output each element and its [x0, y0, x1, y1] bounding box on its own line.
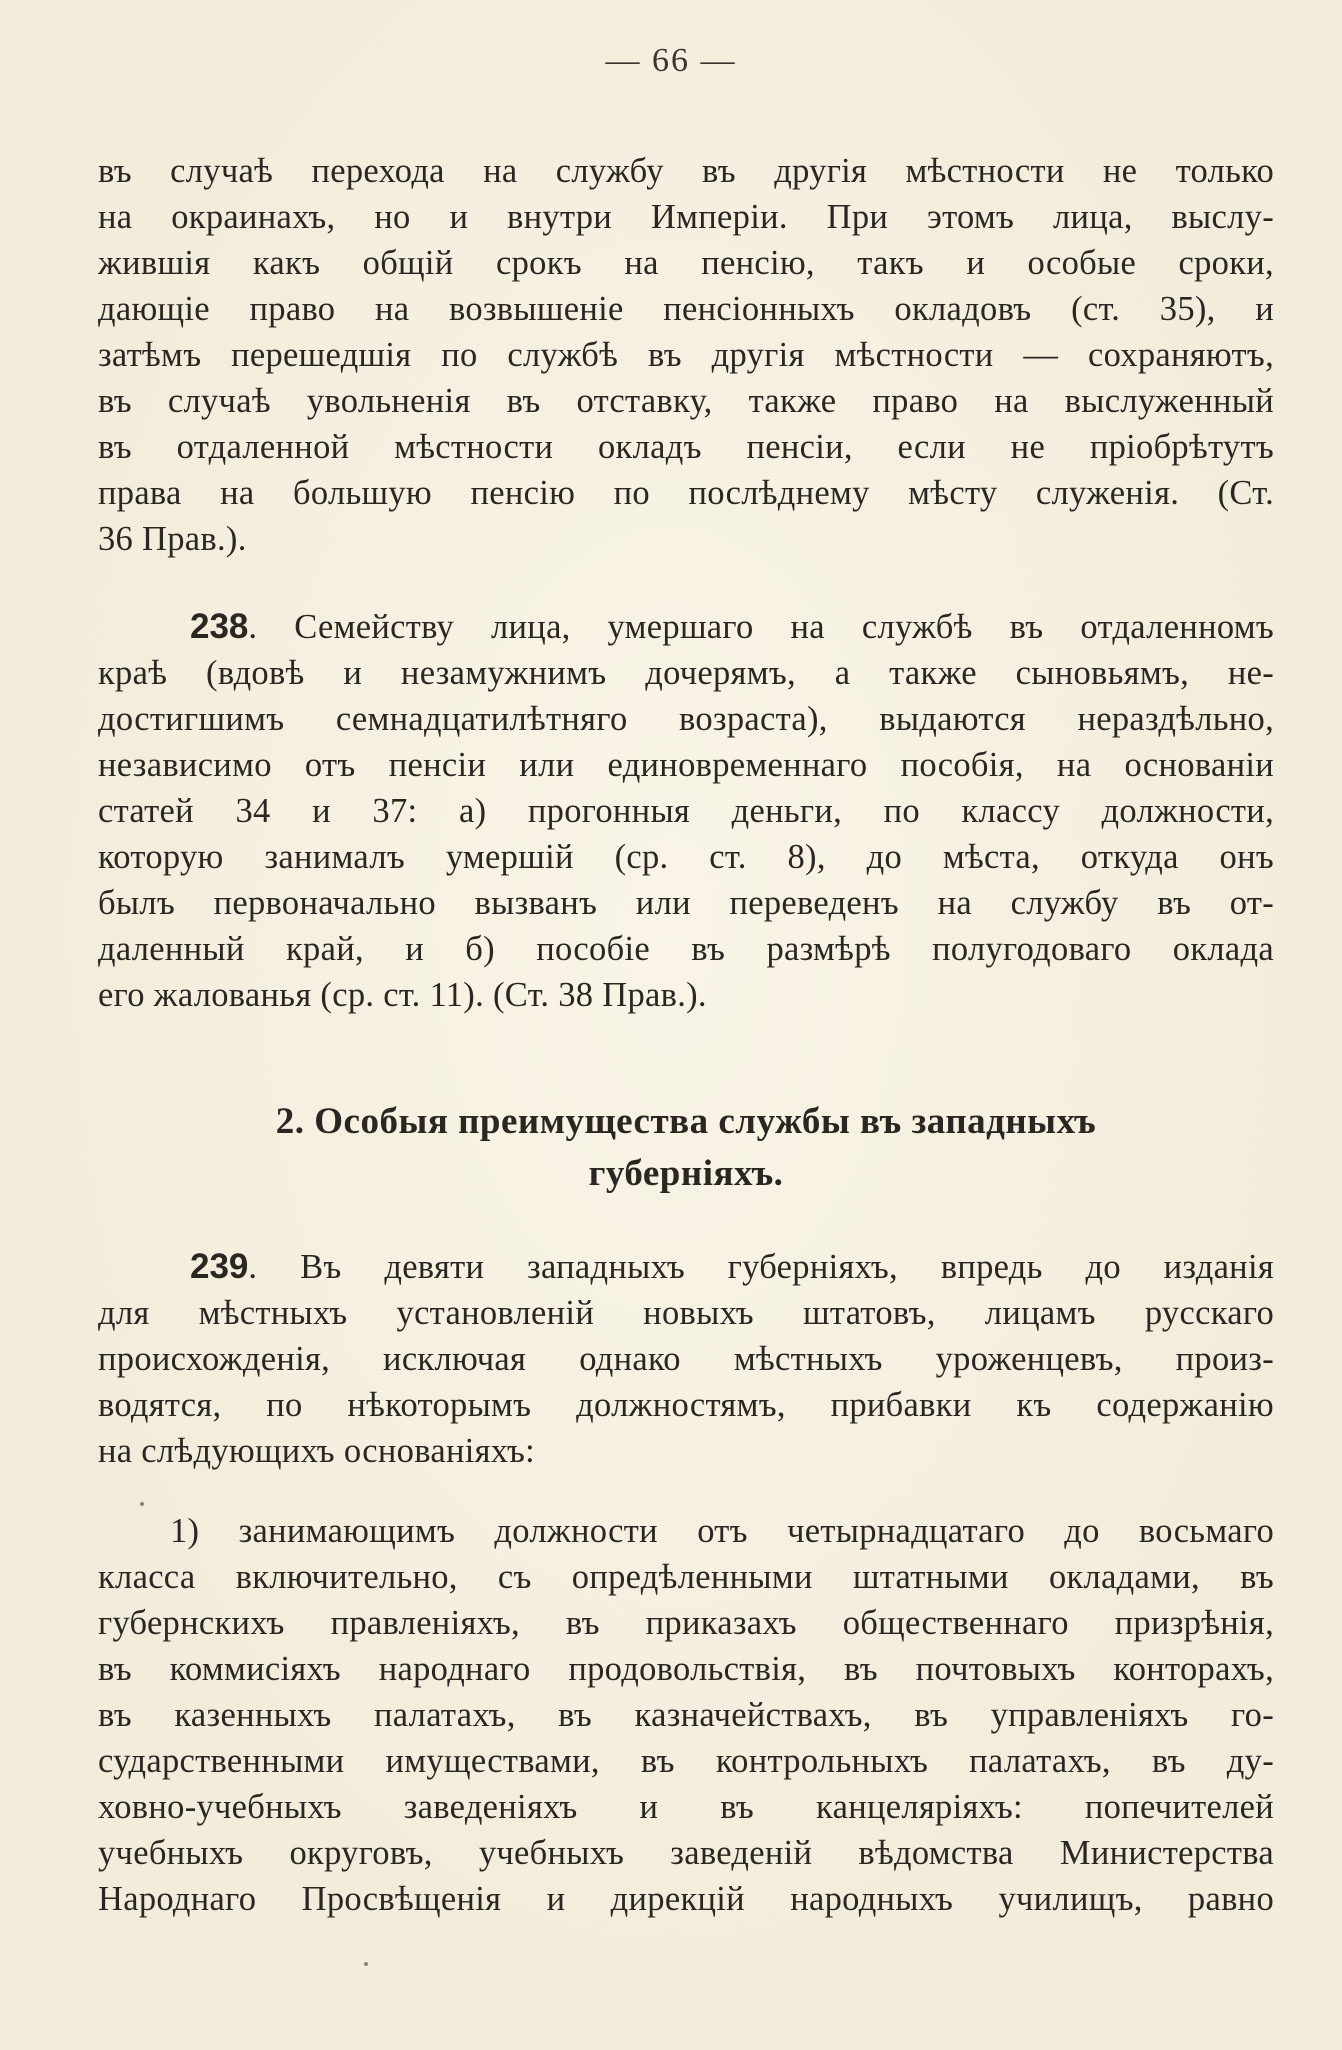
paragraph-continuation [98, 148, 1274, 562]
list-item-1 [98, 1508, 1274, 1922]
page-number: — 66 — [605, 42, 737, 79]
text-line: въ отдаленной мѣстности окладъ пенсіи, если не пріобрѣтутъ [98, 428, 1274, 466]
text-line: на слѣдующихъ основаніяхъ: [98, 1432, 536, 1470]
text-line: . Въ девяти западныхъ губерніяхъ, впредь до изданія [248, 1248, 1274, 1286]
text-line: на окраинахъ, но и внутри Имперіи. При этомъ лица, выслу- [98, 198, 1274, 236]
text-line: 36 Прав.). [98, 520, 247, 558]
text-line: губернскихъ правленіяхъ, въ приказахъ общественнаго призрѣнія, [98, 1604, 1274, 1642]
text-line: сударственными имуществами, въ контрольныхъ палатахъ, въ ду- [98, 1742, 1274, 1780]
paragraph-number: 239 [190, 1247, 249, 1286]
paragraph-first-line [98, 604, 1274, 650]
text-line: былъ первоначально вызванъ или переведенъ на службу въ от- [98, 884, 1274, 922]
text-line: въ казенныхъ палатахъ, въ казначействахъ, въ управленіяхъ го- [98, 1696, 1274, 1734]
text-line: Народнаго Просвѣщенія и дирекцій народныхъ училищъ, равно [98, 1880, 1274, 1918]
text-line: достигшимъ семнадцатилѣтняго возраста), выдаются нераздѣльно, [98, 700, 1274, 738]
text-line: происхожденія, исключая однако мѣстныхъ уроженцевъ, произ- [98, 1340, 1274, 1378]
text-line: статей 34 и 37: а) прогонныя деньги, по классу должности, [98, 792, 1274, 830]
text-line: въ случаѣ увольненія въ отставку, также право на выслуженный [98, 382, 1274, 420]
text-line: его жалованья (ср. ст. 11). (Ст. 38 Прав.). [98, 976, 707, 1014]
paragraph-number: 238 [190, 607, 249, 646]
text-line: краѣ (вдовѣ и незамужнимъ дочерямъ, а также сыновьямъ, не- [98, 654, 1274, 692]
paper-speck [364, 1962, 368, 1966]
text-line: независимо отъ пенсіи или единовременнаго пособія, на основаніи [98, 746, 1274, 784]
paragraph-238 [98, 604, 1274, 1018]
list-item-first-line: 1) занимающимъ должности отъ четырнадцатаго до восьмаго [170, 1512, 1274, 1550]
text-line: въ случаѣ перехода на службу въ другія мѣстности не только [98, 152, 1274, 190]
text-line: . Семейству лица, умершаго на службѣ въ отдаленномъ [248, 608, 1274, 646]
section-heading-line: губерніяхъ. [588, 1153, 784, 1194]
section-heading [98, 1096, 1274, 1200]
text-line: водятся, по нѣкоторымъ должностямъ, прибавки къ содержанію [98, 1386, 1274, 1424]
text-line: которую занималъ умершій (ср. ст. 8), до мѣста, откуда онъ [98, 838, 1274, 876]
paragraph-first-line [98, 1244, 1274, 1290]
text-line: даленный край, и б) пособіе въ размѣрѣ полугодоваго оклада [98, 930, 1274, 968]
text-line: въ коммисіяхъ народнаго продовольствія, въ почтовыхъ конторахъ, [98, 1650, 1274, 1688]
text-line: учебныхъ округовъ, учебныхъ заведеній вѣдомства Министерства [98, 1834, 1274, 1872]
text-line: жившія какъ общій срокъ на пенсію, такъ и особые сроки, [98, 244, 1274, 282]
text-line: дающіе право на возвышеніе пенсіонныхъ окладовъ (ст. 35), и [98, 290, 1274, 328]
paragraph-239 [98, 1244, 1274, 1474]
text-line: права на большую пенсію по послѣднему мѣсту служенія. (Ст. [98, 474, 1274, 512]
section-heading-line: 2. Особыя преимущества службы въ западныхъ [275, 1101, 1097, 1142]
text-line: для мѣстныхъ установленій новыхъ штатовъ, лицамъ русскаго [98, 1294, 1274, 1332]
text-line: затѣмъ перешедшія по службѣ въ другія мѣстности — сохраняютъ, [98, 336, 1274, 374]
paper-speck [140, 1502, 144, 1506]
text-line: класса включительно, съ опредѣленными штатными окладами, въ [98, 1558, 1274, 1596]
text-line: ховно-учебныхъ заведеніяхъ и въ канцеляріяхъ: попечителей [98, 1788, 1274, 1826]
